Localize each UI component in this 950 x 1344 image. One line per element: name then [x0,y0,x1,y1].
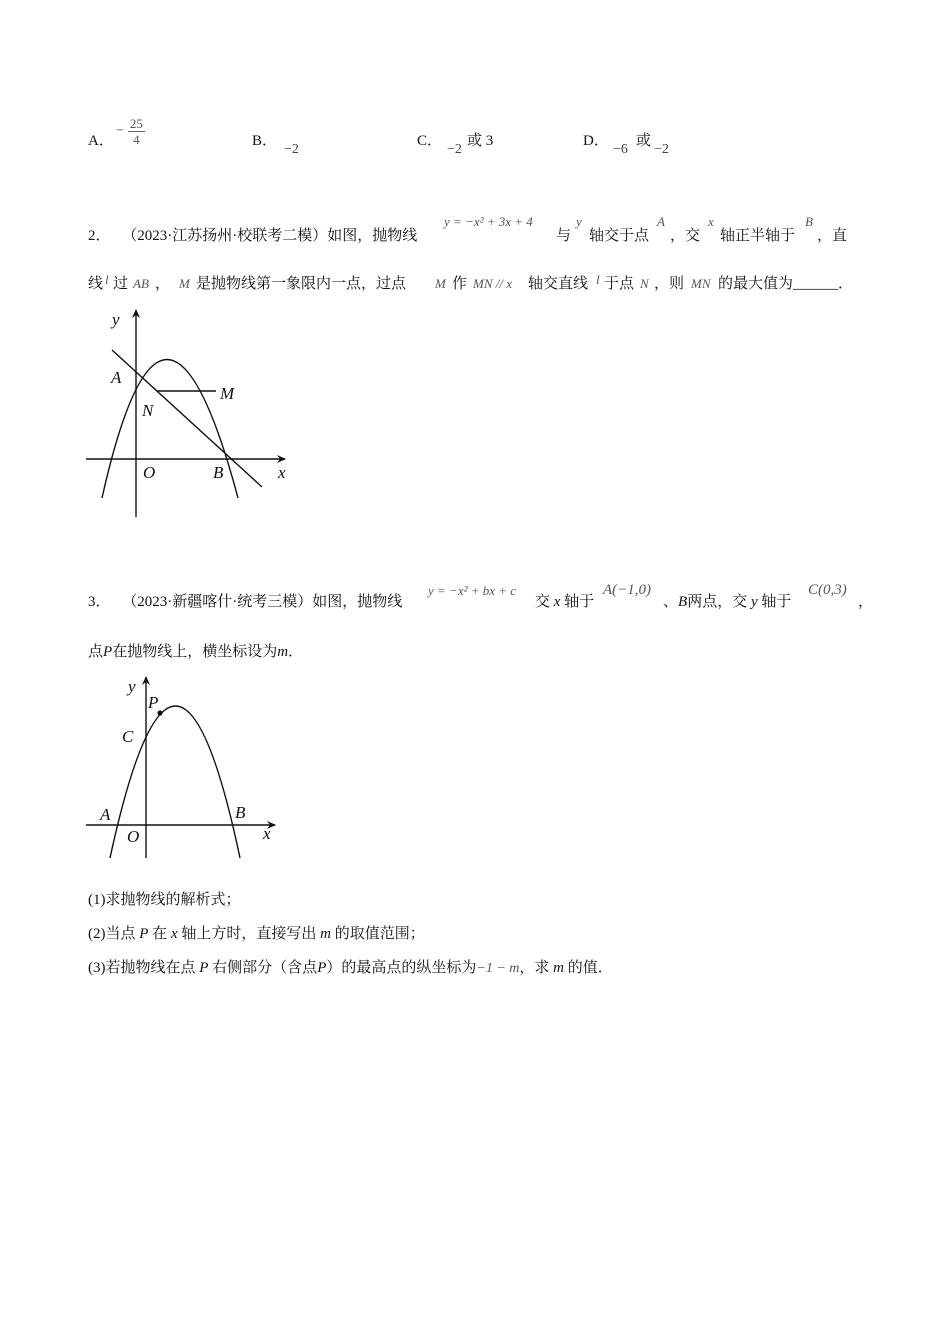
label-n: N [142,401,154,420]
q2-line2-i: 的最大值为______． [718,276,854,292]
point-a-coord: A(−1,0) [603,582,652,598]
q3-sub3: (3)若抛物线在点 P 右侧部分（含点P）的最高点的纵坐标为−1 − m，求 m 的值． [88,960,613,976]
q2-line2: 线 [88,276,104,292]
q2-line1-f: ，直 [817,228,848,244]
option-b-value: −2 [284,142,299,157]
q2-line1-c: 轴交于点 [589,228,650,244]
q2-line2-d: 是抛物线第一象限内一点，过点 [196,276,407,292]
q3-line2: 点P在抛物线上，横坐标设为m． [88,644,304,660]
label-a: A [111,368,122,387]
option-c-rest: 或 3 [467,133,494,149]
expression: −1 − m [476,961,520,976]
q3-equation: y = −x² + bx + c [428,583,517,598]
label-m: M [220,384,235,403]
option-b[interactable] [252,131,277,151]
q3-line1-d: ， [858,594,874,610]
q2-figure [80,300,310,525]
question-number: 3． [88,594,111,610]
q2-line1-e: 轴正半轴于 [720,228,796,244]
q2-line2-h: ，则 [654,276,685,292]
var-y: y [576,214,582,229]
q3-sub2: (2)当点 P 在 x 轴上方时，直接写出 m 的取值范围； [88,926,425,942]
option-d[interactable] [583,131,609,151]
label-o: O [127,827,140,846]
option-c[interactable] [417,131,442,151]
fraction: $\frac{25}{4}$ [129,116,143,147]
var-l: l [105,272,109,287]
option-c-label: C． [417,133,443,149]
point-c-coord: C(0,3) [808,582,847,598]
option-c-value1: −2 [447,142,462,157]
var-l: l [596,272,600,287]
point-n: N [640,276,649,291]
q2-line2-b: 过 [113,276,129,292]
q3-figure [80,672,290,867]
q3-line1-b: 交 x 轴于 [535,594,595,610]
q2-equation: y = −x² + 3x + 4 [444,214,533,229]
option-a-label: A． [88,133,114,149]
option-a-value: − $\frac{25}{4}$ [116,116,143,147]
var-x: x [708,214,714,229]
question-source: （2023·新疆喀什·统考三模）如图，抛物线 [122,594,403,610]
q2-line1-d: ，交 [670,228,701,244]
option-d-value1: −6 [613,142,628,157]
label-p: P [148,693,159,712]
option-b-label: B． [252,133,278,149]
label-b: B [213,463,224,482]
option-d-or: 或 [636,133,652,149]
point-b: B [805,214,813,229]
label-b: B [235,803,246,822]
option-d-label: D． [583,133,609,149]
option-a[interactable] [88,131,114,151]
q2-line1 [88,226,417,246]
question-number: 2． [88,228,111,244]
q2-line1-b: 与 [556,228,572,244]
label-y: y [112,310,120,329]
q3-line1-c: 、B两点，交 y 轴于 [663,594,792,610]
label-c: C [122,727,134,746]
label-x: x [263,824,271,843]
label-o: O [143,463,156,482]
point-m: M [179,276,190,291]
q3-line1 [88,592,402,612]
option-d-value2: −2 [654,142,669,157]
label-y: y [128,677,136,696]
q2-line2-e: 作 [452,276,468,292]
segment-mn: MN [691,276,711,291]
mn-parallel-x: MN // x [473,276,512,291]
point-m: M [435,276,446,291]
label-a: A [100,805,111,824]
q2-line2-g: 于点 [604,276,635,292]
q3-sub1: (1)求抛物线的解析式； [88,892,241,908]
segment-ab: AB [133,276,149,291]
point-a: A [657,214,665,229]
q2-line2-c: ， [155,276,171,292]
q2-line2-f: 轴交直线 [528,276,589,292]
label-x: x [278,463,286,482]
question-source: （2023·江苏扬州·校联考二模）如图，抛物线 [122,228,418,244]
